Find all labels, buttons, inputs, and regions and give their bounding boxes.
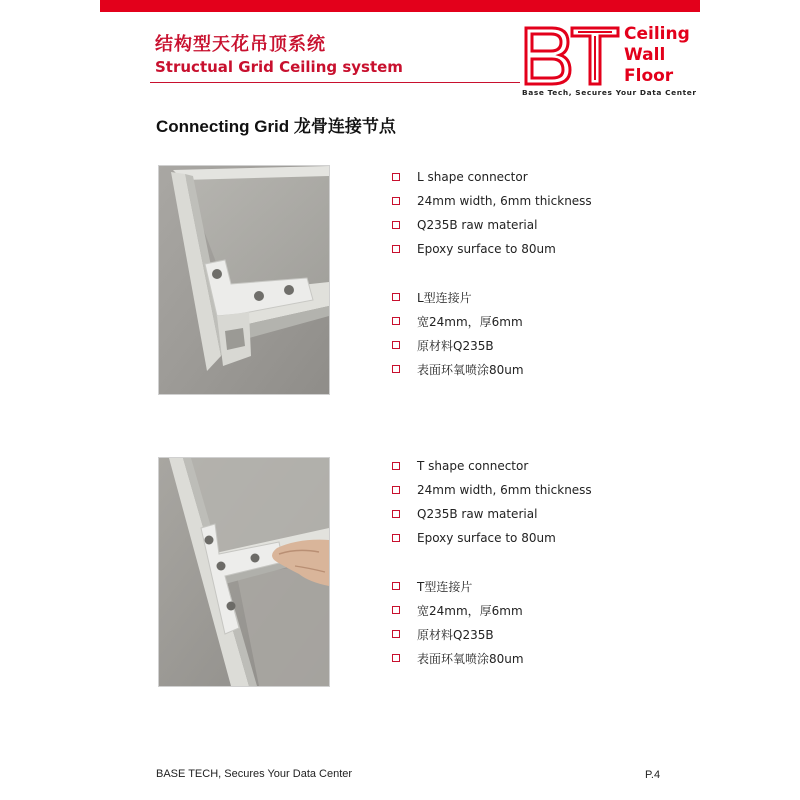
checkbox-bullet-icon xyxy=(392,630,400,638)
list-item: T型连接片 xyxy=(392,574,592,598)
t-connector-spec-list xyxy=(392,454,592,670)
l-shape-connector-photo xyxy=(158,165,330,395)
list-item: 24mm width, 6mm thickness xyxy=(392,478,592,502)
list-item: 宽24mm，厚6mm xyxy=(392,598,592,622)
page-number: P.4 xyxy=(645,769,661,781)
l-connector-spec-list xyxy=(392,165,592,381)
checkbox-bullet-icon xyxy=(392,365,400,373)
checkbox-bullet-icon xyxy=(392,486,400,494)
list-item: Epoxy surface to 80um xyxy=(392,526,592,550)
t-shape-connector-photo xyxy=(158,457,330,687)
section-title: Connecting Grid 龙骨连接节点 xyxy=(156,117,396,136)
logo-word-floor: Floor xyxy=(624,66,674,86)
checkbox-bullet-icon xyxy=(392,534,400,542)
checkbox-bullet-icon xyxy=(392,582,400,590)
logo-word-wall: Wall xyxy=(624,45,666,65)
checkbox-bullet-icon xyxy=(392,510,400,518)
list-item: Epoxy surface to 80um xyxy=(392,237,592,261)
list-item: Q235B raw material xyxy=(392,213,592,237)
top-red-bar xyxy=(100,0,700,12)
checkbox-bullet-icon xyxy=(392,245,400,253)
list-item: L型连接片 xyxy=(392,285,592,309)
list-item: 宽24mm，厚6mm xyxy=(392,309,592,333)
header-title-en: Structual Grid Ceiling system xyxy=(155,58,403,76)
checkbox-bullet-icon xyxy=(392,462,400,470)
list-item: L shape connector xyxy=(392,165,592,189)
checkbox-bullet-icon xyxy=(392,293,400,301)
company-logo xyxy=(522,24,697,100)
list-item: 表面环氧喷涂80um xyxy=(392,646,592,670)
bt-logo-icon xyxy=(522,24,620,88)
checkbox-bullet-icon xyxy=(392,341,400,349)
footer-company: BASE TECH, Secures Your Data Center xyxy=(156,768,353,780)
list-item: 表面环氧喷涂80um xyxy=(392,357,592,381)
logo-word-ceiling: Ceiling xyxy=(624,24,690,44)
list-item: T shape connector xyxy=(392,454,592,478)
list-item: 原材料Q235B xyxy=(392,333,592,357)
checkbox-bullet-icon xyxy=(392,317,400,325)
checkbox-bullet-icon xyxy=(392,197,400,205)
checkbox-bullet-icon xyxy=(392,221,400,229)
checkbox-bullet-icon xyxy=(392,173,400,181)
list-item: 24mm width, 6mm thickness xyxy=(392,189,592,213)
checkbox-bullet-icon xyxy=(392,606,400,614)
list-item: Q235B raw material xyxy=(392,502,592,526)
list-item: 原材料Q235B xyxy=(392,622,592,646)
logo-words xyxy=(624,24,690,87)
logo-tagline: Base Tech, Secures Your Data Center xyxy=(522,88,697,97)
header-title-cn: 结构型天花吊顶系统 xyxy=(155,34,326,55)
header-divider xyxy=(150,82,520,83)
checkbox-bullet-icon xyxy=(392,654,400,662)
